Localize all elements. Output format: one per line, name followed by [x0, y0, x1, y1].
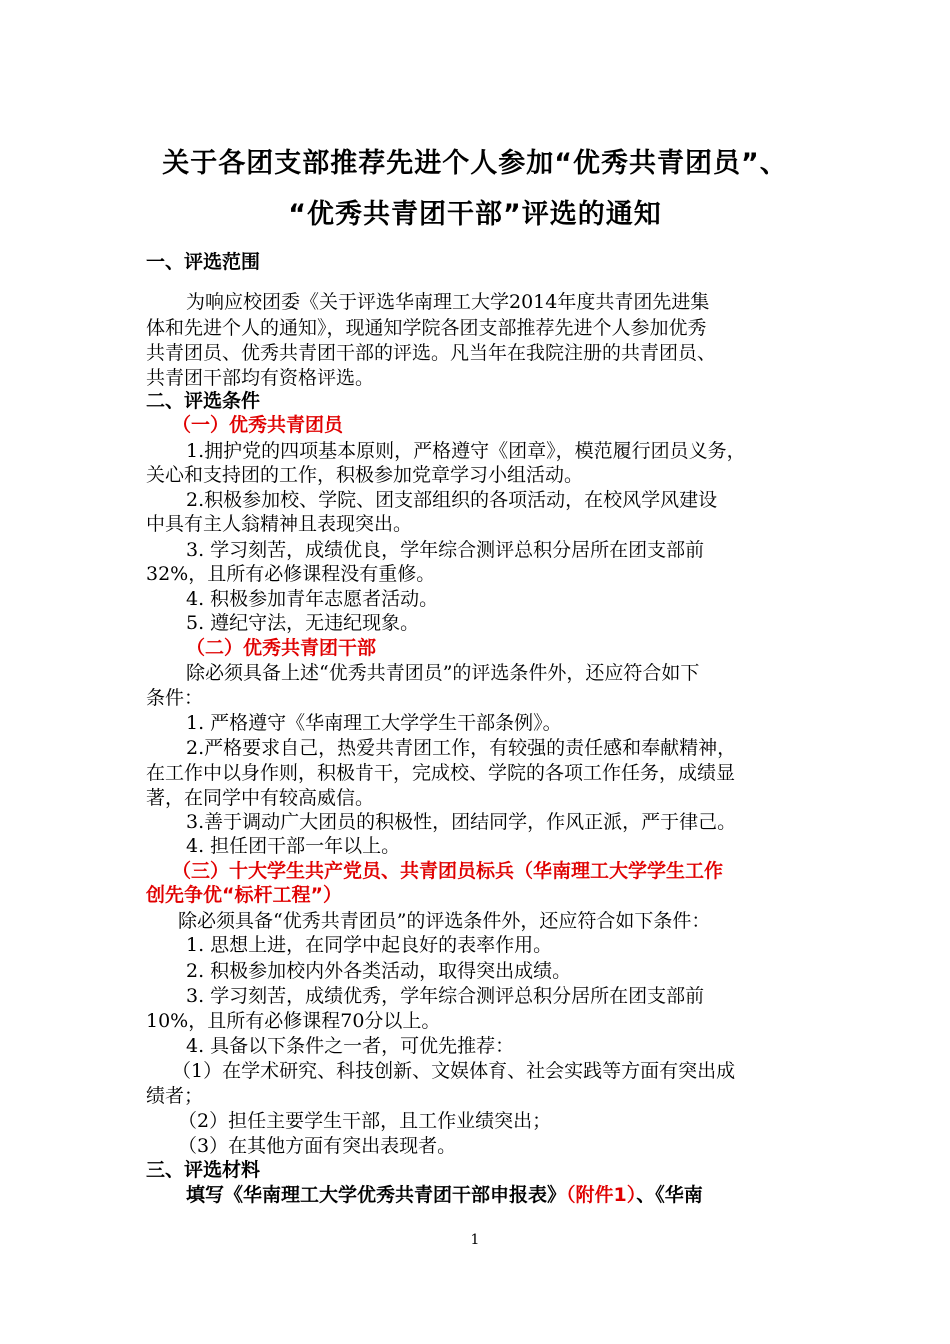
subsection-2-heading: （二）优秀共青团干部 — [186, 637, 377, 659]
paragraph-line: 1.拥护党的四项基本原则，严格遵守《团章》，模范履行团员义务， — [186, 440, 746, 462]
paragraph-line: 4. 具备以下条件之一者，可优先推荐： — [186, 1035, 515, 1057]
paragraph-line: 3.善于调动广大团员的积极性，团结同学，作风正派，严于律己。 — [186, 811, 737, 833]
paragraph-line: 2.严格要求自己，热爱共青团工作，有较强的责任感和奉献精神， — [186, 737, 737, 759]
paragraph-line: 条件： — [146, 687, 204, 709]
paragraph-line: 5. 遵纪守法，无违纪现象。 — [186, 612, 420, 634]
paragraph-line: （3）在其他方面有突出表现者。 — [178, 1135, 457, 1157]
paragraph-line: 2. 积极参加校内外各类活动，取得突出成绩。 — [186, 960, 572, 982]
paragraph-line: 除必须具备上述“优秀共青团员”的评选条件外，还应符合如下 — [186, 662, 700, 684]
paragraph-line: （2）担任主要学生干部，且工作业绩突出； — [178, 1110, 552, 1132]
subsection-1-heading: （一）优秀共青团员 — [172, 414, 344, 436]
paragraph-line: 中具有主人翁精神且表现突出。 — [146, 513, 413, 535]
section-3-line — [186, 1182, 703, 1208]
document-title-line-1: 关于各团支部推荐先进个人参加“优秀共青团员”、 — [162, 148, 788, 179]
paragraph-line: 绩者； — [146, 1085, 204, 1107]
section-1-heading: 一、评选范围 — [146, 251, 261, 273]
paragraph-line: 32%，且所有必修课程没有重修。 — [146, 563, 436, 585]
paragraph-line: 除必须具备“优秀共青团员”的评选条件外，还应符合如下条件： — [178, 910, 711, 932]
paragraph-line: 4. 积极参加青年志愿者活动。 — [186, 588, 439, 610]
page-number: 1 — [470, 1232, 480, 1248]
paragraph-line: 1. 严格遵守《华南理工大学学生干部条例》。 — [186, 712, 562, 734]
paragraph-line: 2.积极参加校、学院、团支部组织的各项活动，在校风学风建设 — [186, 489, 718, 511]
paragraph-line: 在工作中以身作则，积极肯干，完成校、学院的各项工作任务，成绩显 — [146, 762, 736, 784]
paragraph-line: 著，在同学中有较高威信。 — [146, 787, 375, 809]
subsection-3-heading: 创先争优“标杆工程”） — [146, 884, 342, 906]
paragraph-line: 10%，且所有必修课程70分以上。 — [146, 1010, 441, 1032]
section-3-text-part: 、《华南 — [636, 1184, 703, 1206]
subsection-3-heading: （三）十大学生共产党员、共青团员标兵（华南理工大学学生工作 — [172, 860, 724, 882]
section-3-text-part: 填写《华南理工大学优秀共青团干部申报表》 — [186, 1184, 567, 1206]
paragraph-line: 4. 担任团干部一年以上。 — [186, 835, 401, 857]
paragraph-line: （1）在学术研究、科技创新、文娱体育、社会实践等方面有突出成 — [172, 1060, 736, 1082]
paragraph-line: 共青团干部均有资格评选。 — [146, 367, 375, 389]
paragraph-line: 为响应校团委《关于评选华南理工大学2014年度共青团先进集 — [186, 291, 710, 313]
paragraph-line: 共青团员、优秀共青团干部的评选。凡当年在我院注册的共青团员、 — [146, 342, 717, 364]
paragraph-line: 1. 思想上进，在同学中起良好的表率作用。 — [186, 934, 553, 956]
section-3-heading: 三、评选材料 — [146, 1159, 261, 1181]
section-2-heading: 二、评选条件 — [146, 390, 261, 412]
paragraph-line: 3. 学习刻苦，成绩优秀，学年综合测评总积分居所在团支部前 — [186, 985, 705, 1007]
document-title-line-2: “优秀共青团干部”评选的通知 — [288, 199, 662, 230]
paragraph-line: 体和先进个人的通知》，现通知学院各团支部推荐先进个人参加优秀 — [146, 317, 707, 339]
paragraph-line: 3. 学习刻苦，成绩优良，学年综合测评总积分居所在团支部前 — [186, 539, 705, 561]
paragraph-line: 关心和支持团的工作，积极参加党章学习小组活动。 — [146, 464, 584, 486]
attachment-reference: （附件1） — [566, 1184, 637, 1206]
